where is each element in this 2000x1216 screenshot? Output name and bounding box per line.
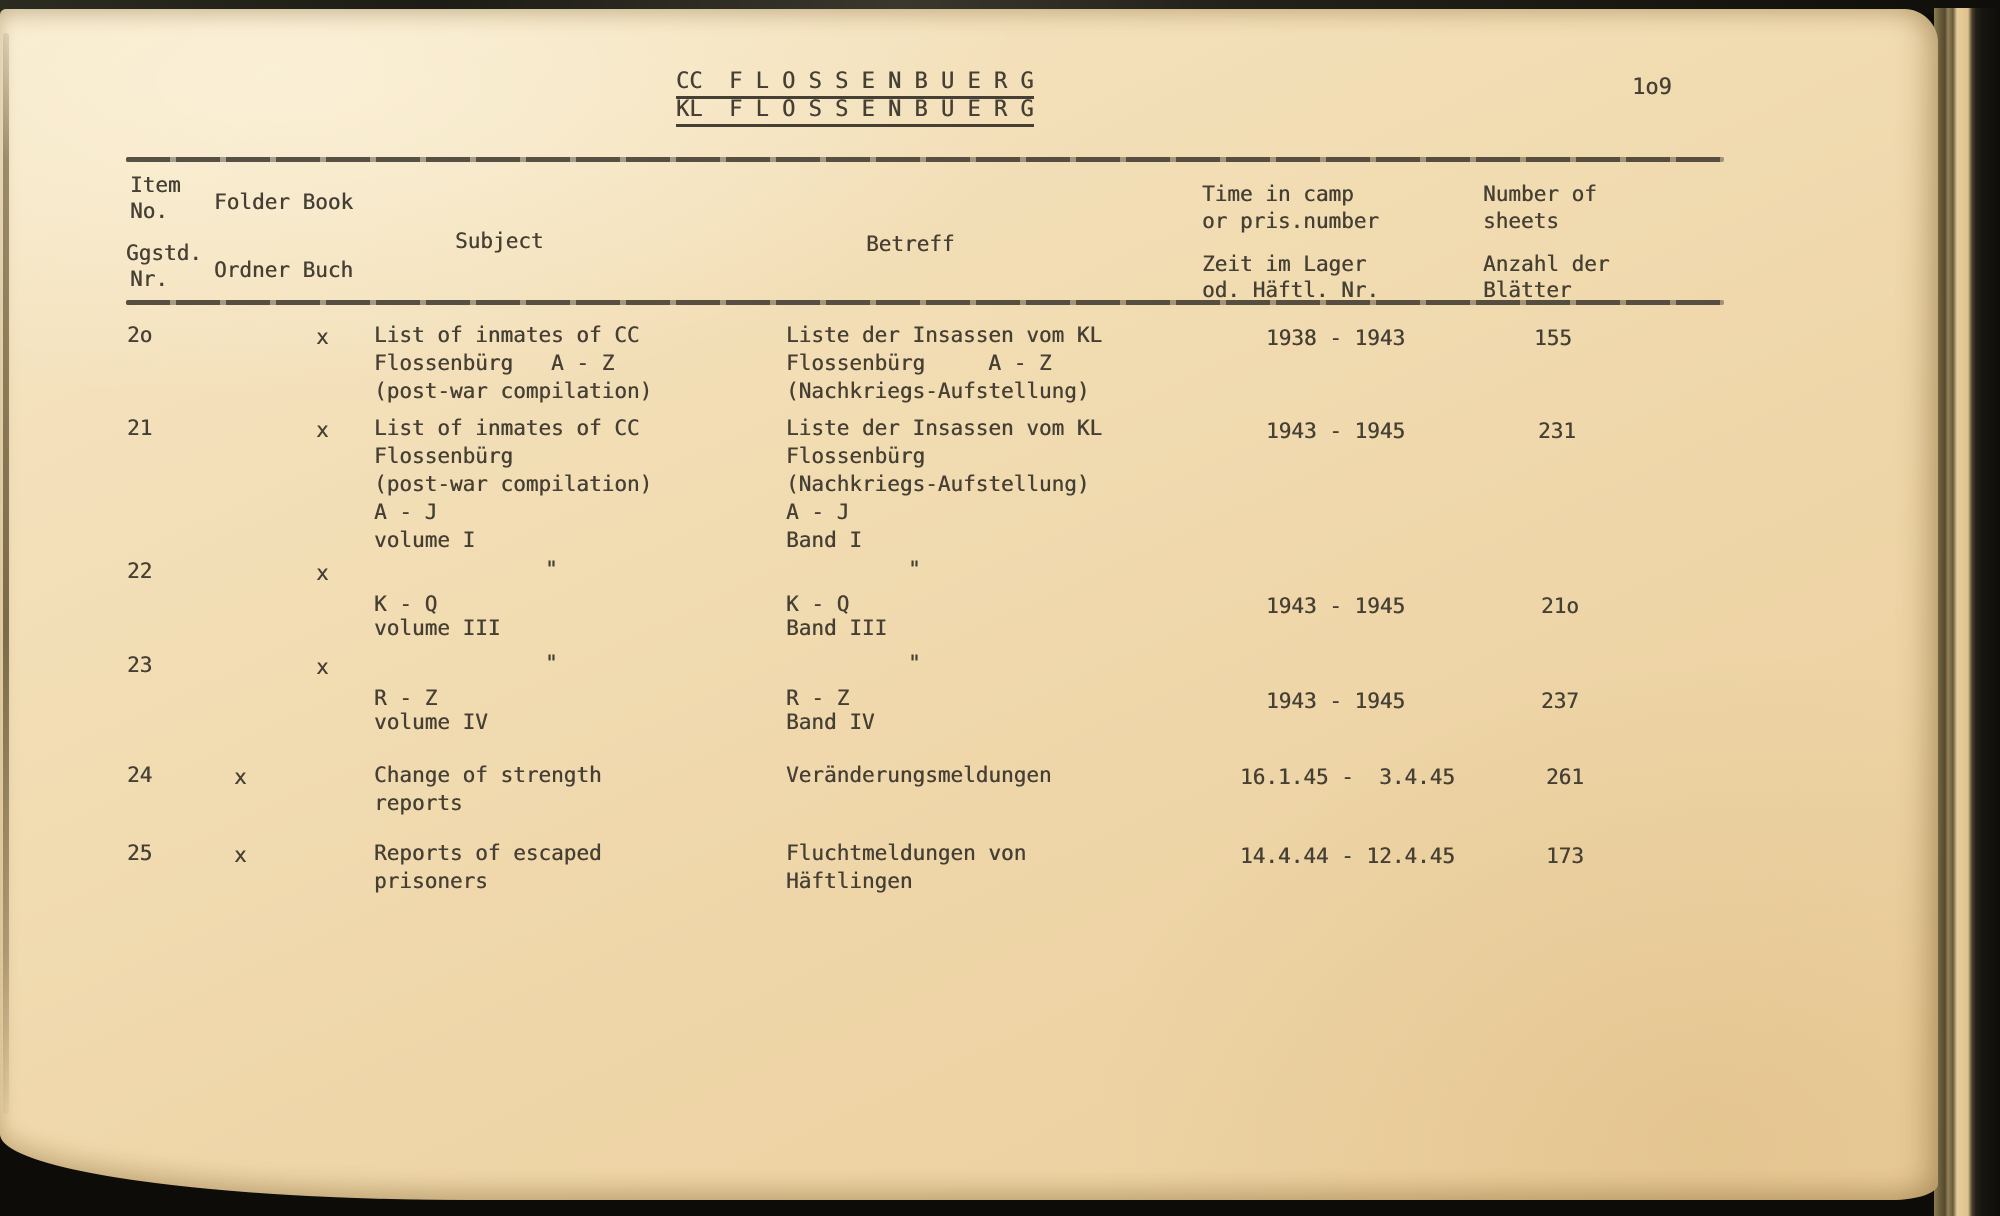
subject-line: volume IV bbox=[374, 710, 488, 734]
col-header-subject-de: Betreff bbox=[866, 232, 955, 256]
subject-line: Change of strength bbox=[374, 763, 602, 787]
row-item-number: 23 bbox=[127, 653, 153, 677]
scanned-page bbox=[0, 9, 1938, 1200]
row-folder-mark: x bbox=[234, 843, 247, 867]
subject-line: volume I bbox=[374, 528, 476, 552]
betreff-line: Band IV bbox=[786, 710, 875, 734]
col-header-sheets-en-2: sheets bbox=[1483, 209, 1559, 233]
page-gutter-shadow bbox=[3, 33, 9, 1114]
betreff-ditto-mark: " bbox=[908, 651, 921, 675]
col-header-time-en-1: Time in camp bbox=[1202, 182, 1354, 206]
subject-line: R - Z bbox=[374, 686, 438, 710]
subject-line: prisoners bbox=[374, 869, 488, 893]
betreff-line: K - Q bbox=[786, 592, 850, 616]
subject-line: (post-war compilation) bbox=[374, 379, 653, 403]
row-time-range: 1943 - 1945 bbox=[1266, 689, 1406, 713]
betreff-line: Häftlingen bbox=[786, 869, 913, 893]
row-item-number: 24 bbox=[127, 763, 153, 787]
subject-line: List of inmates of CC bbox=[374, 416, 640, 440]
col-header-folder-book-de: Ordner Buch bbox=[214, 258, 354, 282]
row-sheet-count: 21o bbox=[1541, 594, 1579, 618]
row-time-range: 1943 - 1945 bbox=[1266, 419, 1406, 443]
col-header-sheets-de-1: Anzahl der bbox=[1483, 252, 1610, 276]
col-header-item-de-2: Nr. bbox=[130, 267, 168, 291]
betreff-line: Veränderungsmeldungen bbox=[786, 763, 1052, 787]
subject-ditto-mark: " bbox=[545, 651, 558, 675]
page-stack-edge bbox=[1934, 8, 2000, 1216]
row-item-number: 25 bbox=[127, 841, 153, 865]
table-rule-top bbox=[126, 157, 1724, 162]
betreff-line: Flossenbürg A - Z bbox=[786, 351, 1052, 375]
row-book-mark: x bbox=[316, 418, 329, 442]
subject-line: reports bbox=[374, 791, 463, 815]
col-header-item-de-1: Ggstd. bbox=[126, 241, 202, 265]
row-folder-mark: x bbox=[234, 765, 247, 789]
row-time-range: 16.1.45 - 3.4.45 bbox=[1240, 765, 1455, 789]
page-title-en: CC F L O S S E N B U E R G bbox=[676, 69, 1034, 99]
betreff-line: R - Z bbox=[786, 686, 850, 710]
page-title-de: KL F L O S S E N B U E R G bbox=[676, 97, 1034, 127]
col-header-time-de-1: Zeit im Lager bbox=[1202, 252, 1367, 276]
subject-line: K - Q bbox=[374, 592, 438, 616]
col-header-subject-en: Subject bbox=[455, 229, 544, 253]
col-header-sheets-de-2: Blätter bbox=[1483, 278, 1572, 302]
row-time-range: 1943 - 1945 bbox=[1266, 594, 1406, 618]
col-header-time-en-2: or pris.number bbox=[1202, 209, 1380, 233]
betreff-line: Liste der Insassen vom KL bbox=[786, 323, 1103, 347]
page-number: 1o9 bbox=[1632, 75, 1672, 100]
betreff-line: Band I bbox=[786, 528, 862, 552]
row-item-number: 2o bbox=[127, 323, 153, 347]
betreff-line: A - J bbox=[786, 500, 850, 524]
subject-line: volume III bbox=[374, 616, 501, 640]
row-sheet-count: 231 bbox=[1538, 419, 1576, 443]
betreff-line: Flossenbürg bbox=[786, 444, 926, 468]
col-header-folder-book-en: Folder Book bbox=[214, 190, 354, 214]
row-book-mark: x bbox=[316, 655, 329, 679]
col-header-time-de-2: od. Häftl. Nr. bbox=[1202, 278, 1380, 302]
row-sheet-count: 237 bbox=[1541, 689, 1579, 713]
row-book-mark: x bbox=[316, 325, 329, 349]
subject-line: Flossenbürg A - Z bbox=[374, 351, 615, 375]
betreff-line: Fluchtmeldungen von bbox=[786, 841, 1027, 865]
subject-line: (post-war compilation) bbox=[374, 472, 653, 496]
subject-line: A - J bbox=[374, 500, 438, 524]
col-header-item-en-1: Item bbox=[130, 173, 181, 197]
subject-line: Reports of escaped bbox=[374, 841, 602, 865]
row-sheet-count: 173 bbox=[1546, 844, 1584, 868]
subject-line: List of inmates of CC bbox=[374, 323, 640, 347]
subject-ditto-mark: " bbox=[545, 557, 558, 581]
row-sheet-count: 261 bbox=[1546, 765, 1584, 789]
row-sheet-count: 155 bbox=[1534, 326, 1572, 350]
col-header-sheets-en-1: Number of bbox=[1483, 182, 1597, 206]
subject-line: Flossenbürg bbox=[374, 444, 514, 468]
betreff-line: (Nachkriegs-Aufstellung) bbox=[786, 379, 1090, 403]
row-time-range: 14.4.44 - 12.4.45 bbox=[1240, 844, 1455, 868]
row-book-mark: x bbox=[316, 561, 329, 585]
betreff-line: Liste der Insassen vom KL bbox=[786, 416, 1103, 440]
row-time-range: 1938 - 1943 bbox=[1266, 326, 1406, 350]
row-item-number: 21 bbox=[127, 416, 153, 440]
col-header-item-en-2: No. bbox=[130, 199, 168, 223]
betreff-line: Band III bbox=[786, 616, 888, 640]
betreff-ditto-mark: " bbox=[908, 557, 921, 581]
row-item-number: 22 bbox=[127, 559, 153, 583]
betreff-line: (Nachkriegs-Aufstellung) bbox=[786, 472, 1090, 496]
